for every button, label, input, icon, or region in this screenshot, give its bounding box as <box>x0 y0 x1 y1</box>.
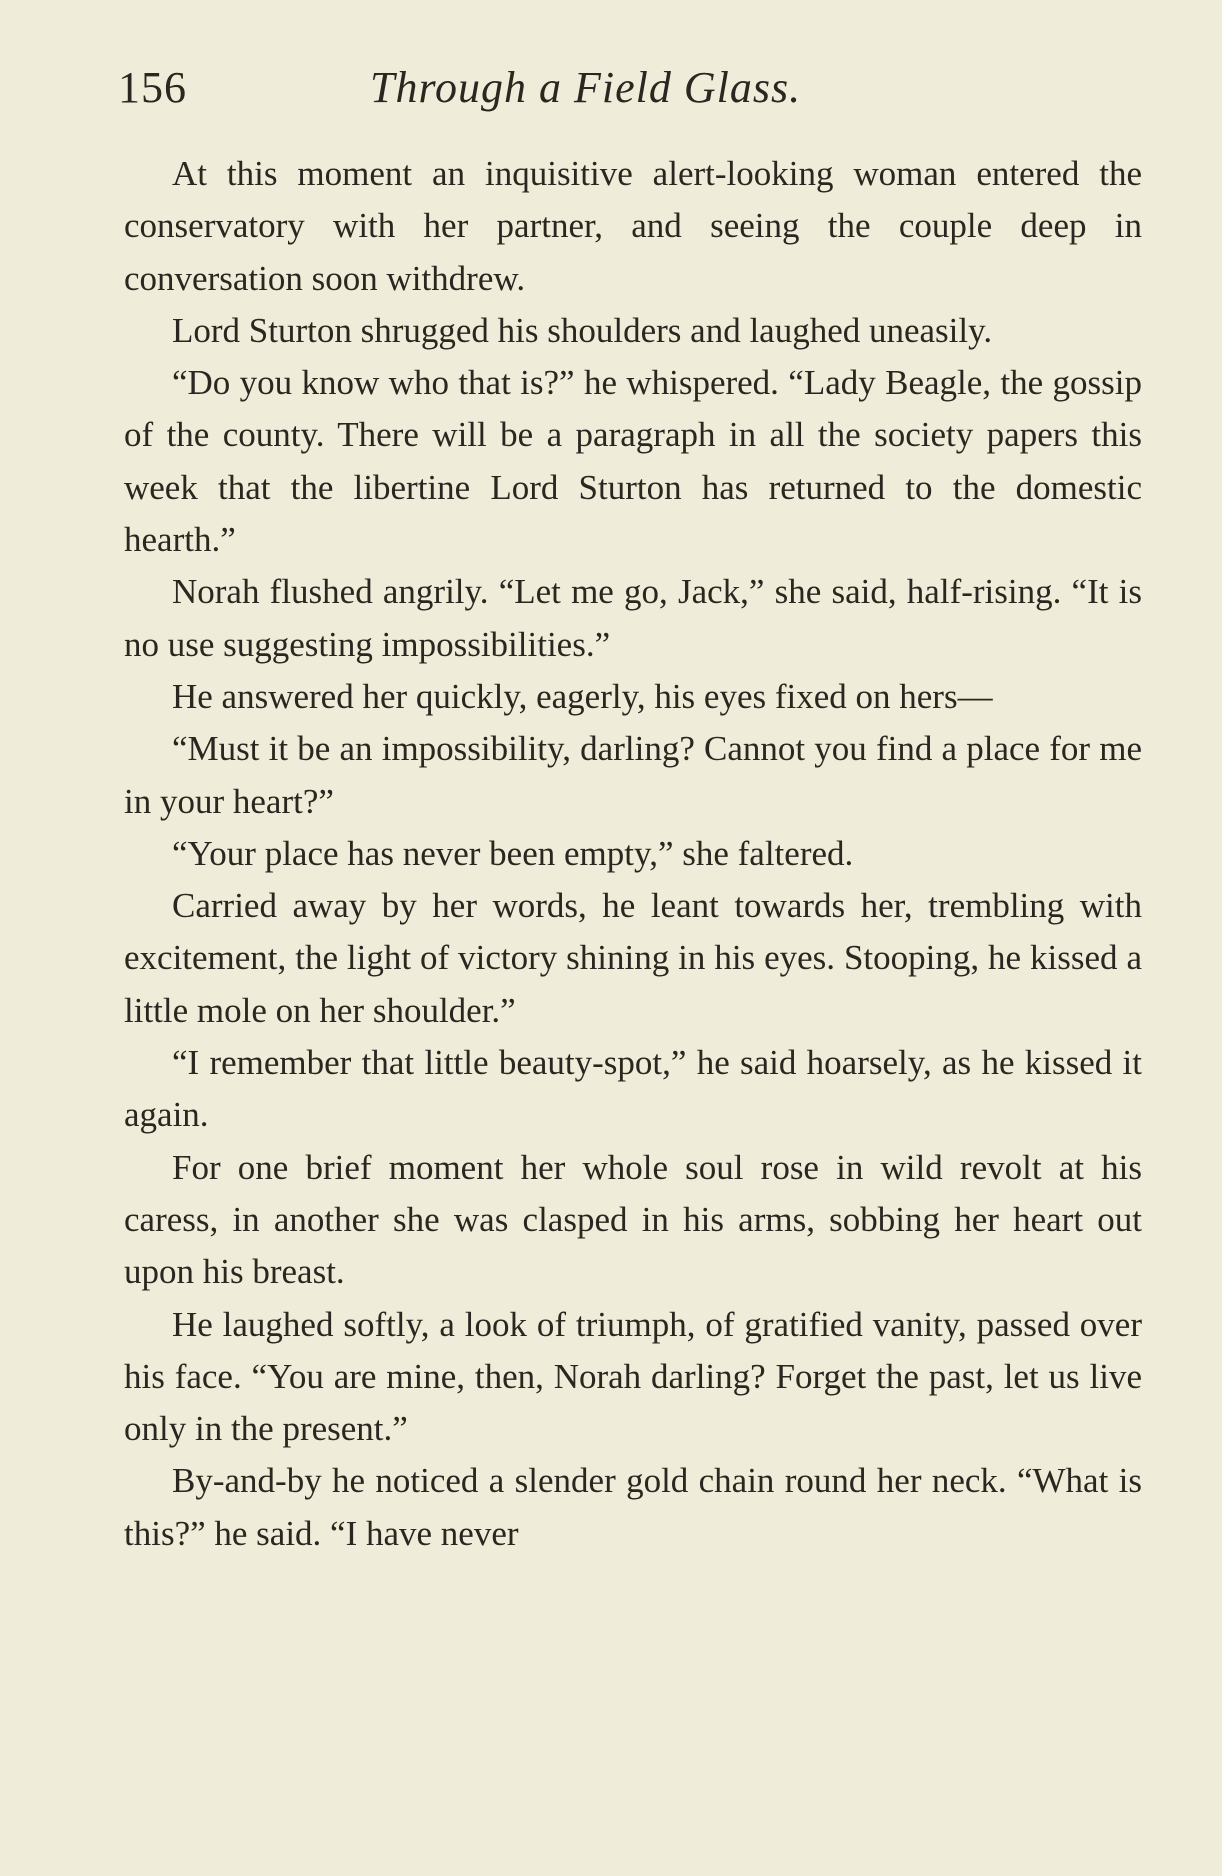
paragraph: Carried away by her words, he leant towards her, trembling with excitement, the light of victory shining in his eyes. Stooping, he kissed a little mole on her shoulder.” <box>124 886 1142 1030</box>
paragraph: “Your place has never been empty,” she faltered. <box>172 833 854 873</box>
running-title: Through a Field Glass. <box>370 63 802 112</box>
paragraph: He laughed softly, a look of triumph, of gratified vanity, passed over his face. “You are mine, then, Norah darling? Forget the past, let us live only in the present.” <box>124 1304 1142 1449</box>
paragraph: By-and-by he noticed a slender gold chain round her neck. “What is this?” he said. “I have never <box>124 1461 1142 1553</box>
paragraph: “Do you know who that is?” he whispered. “Lady Beagle, the gossip of the county. There will be a paragraph in all the society papers this week that the libertine Lord Sturton has returned to the domestic hearth.” <box>124 363 1142 560</box>
paragraph: Lord Sturton shrugged his shoulders and laughed uneasily. <box>172 310 993 350</box>
paragraph: For one brief moment her whole soul rose in wild revolt at his caress, in another she was clasped in his arms, sobbing her heart out upon his breast. <box>124 1147 1142 1292</box>
body-text <box>124 148 1142 1560</box>
paragraph: At this moment an inquisitive alert-looking woman entered the conservatory with her partner, and seeing the couple deep in conversation soon withdrew. <box>124 154 1142 298</box>
page-header <box>118 62 1158 122</box>
page-number: 156 <box>118 63 187 112</box>
paragraph: “I remember that little beauty-spot,” he said hoarsely, as he kissed it again. <box>124 1043 1142 1135</box>
paragraph: Norah flushed angrily. “Let me go, Jack,” she said, half-rising. “It is no use suggesting impossibilities.” <box>124 572 1142 664</box>
paragraph: He answered her quickly, eagerly, his eyes fixed on hers— <box>172 676 993 716</box>
paragraph: “Must it be an impossibility, darling? Cannot you find a place for me in your heart?” <box>124 729 1142 821</box>
